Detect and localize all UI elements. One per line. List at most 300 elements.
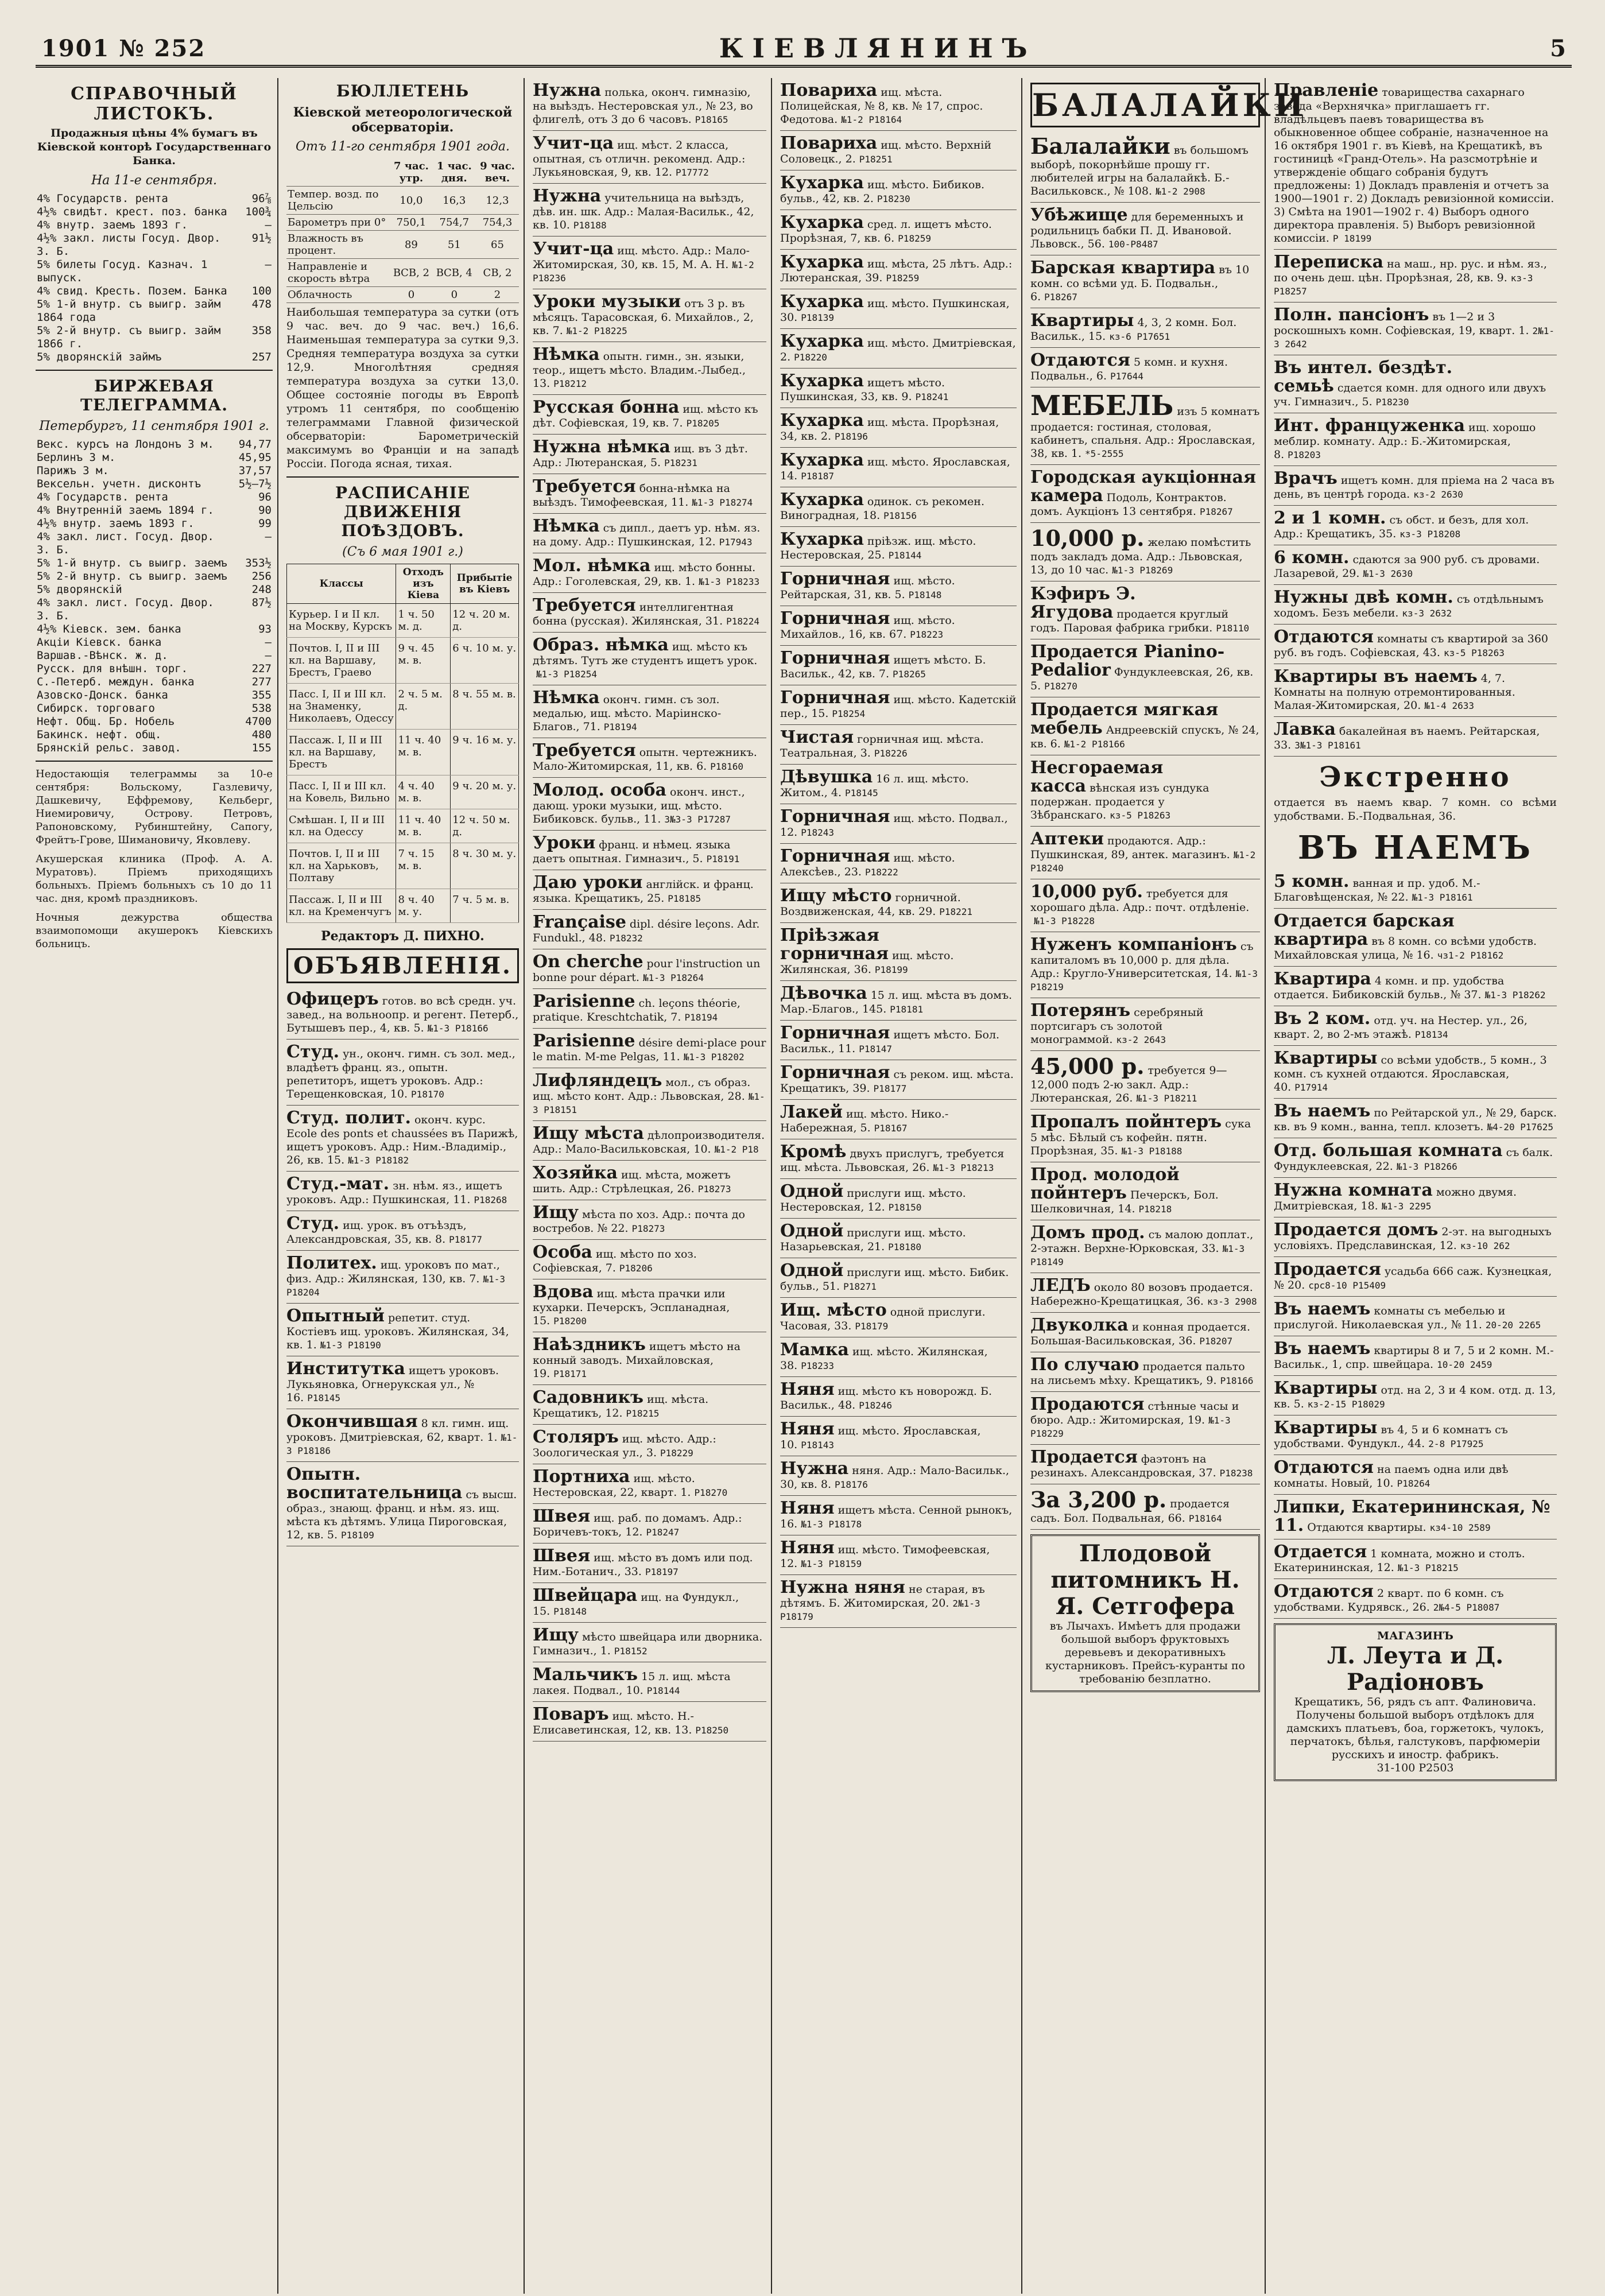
ad-code: кз-3 P18208 [1399,529,1461,540]
ad-text: ищ. мѣсто. Алексѣев., 23. [780,852,955,878]
ad-code: №1-3 P18166 [427,1023,489,1034]
ad-keyword: Лифляндецъ [533,1071,662,1091]
rate-row [36,557,273,570]
ad-text: Отдаются квартиры. [1307,1521,1426,1534]
ad-text: прислуги ищ. мѣсто. Нестеровская, 12. [780,1187,966,1213]
ad-keyword: Кухарка [780,173,864,193]
classified-ad [1030,581,1260,639]
ad-code: Р18187 [801,471,835,482]
classified-ad [780,1496,1017,1535]
ad-code: №1-3 P18182 [348,1155,409,1166]
ad-code: Р18177 [873,1083,907,1094]
classified-ad [780,1377,1017,1417]
ad-keyword: Домъ прод. [1030,1223,1145,1243]
weather-cell: Направленіе и скорость вѣтра [286,259,390,287]
classified-ad [1274,1099,1557,1138]
rate-name: 4% свид. Кресть. Позем. Банка [37,285,227,297]
classified-ad [533,435,766,474]
ad-text: сред. л. ищетъ мѣсто. Прорѣзная, 7, кв. 6. [780,218,992,245]
ad-keyword: Политех. [286,1253,377,1273]
rate-name: Нефт. Общ. Бр. Нобель [37,715,175,728]
ad-text: 2-эт. на выгодныхъ условіяхъ. Предславинская, 12. [1274,1225,1552,1252]
classified-ad [780,210,1017,250]
ad-keyword: Няня [780,1419,835,1439]
weather-row [286,215,519,231]
ad-code: Р18241 [915,391,949,402]
rate-name: Русск. для внѣшн. торг. [37,662,188,675]
train-header-cell: Отходъ изъ Кіева [396,564,451,604]
train-schedule-table [286,564,519,923]
weather-header-cell: 7 час. утр. [390,158,432,187]
rate-name: 5% дворянскій займъ [37,351,162,363]
classified-ad [780,1219,1017,1258]
classified-ad [533,342,766,395]
ad-text: ищ. мѣст. 2 класса, опытная, съ отличн. рекоменд. Адр.: Лукьяновская, 9, кв. 12. [533,139,746,179]
ad-keyword: Опытный [286,1306,385,1326]
classified-ad [533,831,766,870]
ad-keyword: Требуется [533,595,636,615]
ad-text: стѣнные часы и бюро. Адр.: Житомирская, 19. [1030,1400,1239,1426]
ad-text: квартиры 8 и 7, 5 и 2 комн. М.-Васильк., 1, спр. швейцара. [1274,1344,1554,1371]
ad-code: кз-2 2643 [1116,1034,1166,1045]
newspaper-title: КІЕВЛЯНИНЪ [719,33,1037,64]
ad-text: ищ. мѣсто. Михайлов., 16, кв. 67. [780,614,955,641]
rate-name: 4½% внутр. заемъ 1893 г. [37,517,195,530]
train-cell: 1 ч. 50 м. д. [396,604,451,638]
classified-ad [1274,1415,1557,1455]
train-header-cell: Классы [287,564,396,604]
ad-keyword: Молод. особа [533,780,666,800]
ad-text: серебряный портсигаръ съ золотой монограммой. [1030,1006,1204,1046]
weather-cell: 754,7 [433,215,476,231]
ad-text: 8 кл. гимн. ищ. уроковъ. Дмитріевская, 62, кварт. 1. [286,1417,509,1444]
train-cell: Пассаж. I, II и III кл. на Кременчугъ [287,889,396,923]
train-cell: 7 ч. 5 м. в. [451,889,519,923]
ad-code: Р18179 [855,1321,889,1332]
rate-value: — [265,258,272,271]
ad-code: кз-10 262 [1460,1240,1510,1251]
ad-keyword: Одной [780,1261,844,1281]
ad-text: ищ. мѣсто къ дѣтямъ. Тутъ же студентъ ищетъ урок. [533,641,758,667]
ad-code: Р18167 [874,1123,908,1134]
ad-keyword: Опытн. воспитательница [286,1464,463,1503]
ad-text: ищетъ уроковъ. Лукьяновка, Огнерукская ул., № 16. [286,1364,499,1404]
store-code: 31-100 P2503 [1377,1762,1454,1774]
train-cell: 7 ч. 15 м. в. [396,843,451,889]
classified-ad [1030,131,1260,203]
classified-ad [780,1139,1017,1179]
ad-code: Р18194 [684,1012,718,1023]
ad-text: горничной. Воздвиженская, 44, кв. 29. [780,891,961,918]
classified-ad [1030,755,1260,827]
train-row [287,843,519,889]
ad-text: зн. нѣм. яз., ищетъ уроковъ. Адр.: Пушкинская, 11. [286,1180,502,1206]
ad-keyword: Нужна [780,1459,849,1479]
classified-ad [1274,1138,1557,1178]
column-ads-housing [1274,78,1561,2294]
rate-row [36,636,273,649]
ad-keyword: Нѣмка [533,516,600,536]
train-row [287,730,519,775]
classified-ad [780,1298,1017,1337]
classified-ad [1274,506,1557,545]
ad-text: можно двумя. Дмитріевская, 18. [1274,1186,1517,1212]
ad-code: Р18145 [845,788,878,798]
ad-keyword: Студ. полит. [286,1108,411,1128]
ad-keyword: Кухарка [780,331,864,351]
classified-ad [533,236,766,289]
classified-ad [780,923,1017,981]
ad-text: съ балк. Фундуклеевская, 22. [1274,1146,1553,1173]
classified-ad [780,765,1017,804]
ad-text: ищ. мѣсто. Н.-Елисаветинская, 12, кв. 13. [533,1710,694,1736]
ad-code: Р18152 [614,1646,648,1657]
ad-text: ищ. мѣсто. Бибиков. бульв., 42, кв. 2. [780,179,984,205]
classified-ad [780,289,1017,329]
weather-cell: 754,3 [476,215,519,231]
classified-ad [533,870,766,910]
train-cell: Почтов. I, II и III кл. на Харьковъ, Полтаву [287,843,396,889]
classified-ad [533,685,766,738]
classified-ad [1274,1297,1557,1336]
store-title: Л. Леута и Д. Радіоновъ [1327,1642,1504,1696]
weather-cell: 10,0 [390,187,432,215]
ad-keyword: Квартиры [1274,1048,1378,1068]
ad-keyword: Горничная [780,846,890,866]
weather-row [286,187,519,215]
ad-keyword: По случаю [1030,1355,1139,1375]
ad-code: кз-3 2632 [1402,608,1452,619]
classified-ad [1274,1257,1557,1297]
ad-keyword: Кухарка [780,292,864,312]
ad-code: Р18156 [883,510,917,521]
ad-keyword: Швея [533,1506,591,1526]
ad-text: съ реком. ищ. мѣста. Крещатикъ, 39. [780,1068,1014,1095]
weather-cell: 750,1 [390,215,432,231]
classified-ad [286,1409,519,1462]
ad-keyword: Квартиры [1030,311,1134,331]
ad-keyword: Столяръ [533,1427,619,1447]
ad-text: ищ. мѣсто. Нестеровская, 22, кварт. 1. [533,1472,695,1499]
ad-keyword: Въ наемъ [1274,1299,1371,1319]
rate-row [36,662,273,676]
train-cell: 8 ч. 55 м. в. [451,684,519,730]
rate-value: — [265,530,272,543]
ad-text: ищ. мѣста, можетъ шить. Адр.: Стрѣлецкая, 26. [533,1169,731,1195]
ad-keyword: Образ. нѣмка [533,635,669,655]
rate-value: 100 [251,285,272,297]
ad-text: ищ. мѣста. Полицейская, № 8, кв. № 17, спрос. Федотова. [780,86,983,126]
classified-ad [533,1240,766,1279]
weather-cell: Барометръ при 0° [286,215,390,231]
ad-text: требуется для хорошаго дѣла. Адр.: почт. отдѣленіе. [1030,887,1250,914]
classified-ad [780,527,1017,567]
classified-ad [533,395,766,435]
ad-text: ищ. на Фундукл., 15. [533,1591,739,1618]
column-ads-servants [780,78,1022,2294]
duty-notice: Ночныя дежурства общества взаимопомощи акушерокъ Кіевскихъ больницъ. [36,912,273,950]
ad-text: ищ. въ 3 дѣт. Адр.: Лютеранская, 5. [533,443,748,469]
ad-code: Р18196 [835,431,868,442]
stock-telegram-title: БИРЖЕВАЯ ТЕЛЕГРАММА. [80,377,228,414]
rate-value: 90 [258,504,272,517]
classified-ad [533,184,766,236]
ad-keyword: Пропалъ пойнтеръ [1030,1112,1222,1132]
ads-list [286,987,519,1546]
ad-code: Р18197 [645,1566,679,1577]
ad-code: №1-2 2908 [1155,186,1205,197]
ad-code: Р18148 [908,589,942,600]
classified-ad [780,1179,1017,1219]
rate-name: С.-Петерб. междун. банка [37,676,195,688]
ad-keyword: On cherche [533,952,643,972]
rate-name: 5% 2-й внутр. съ выигр. займ 1866 г. [37,324,221,350]
classified-ad [533,1029,766,1068]
classified-ad [1030,1392,1260,1445]
classified-ad [780,487,1017,527]
ad-keyword: Даю уроки [533,872,643,893]
ad-keyword: Вдова [533,1282,594,1302]
classified-ad [533,1121,766,1161]
ad-text: товарищества сахарнаго завода «Верхнячка» приглашаетъ гг. владѣльцевъ паевъ товарищества въ обыкновенное общее собраніе, назначенное на 16 октября 1901 г. въ Кіевѣ, на Крещатикѣ, въ гостиницѣ «Гранд-Отель». На разсмотрѣніе и утвержденіе общаго собранія будутъ предложены: 1) Докладъ правленія и отчетъ за 1900—1901 г. 2) Докладъ ревизіонной комиссіи. 3) Смѣта на 1901—1902 г. 4) Выборъ одного директора правленія. 5) Выборъ ревизіонной комиссіи. [1274,86,1554,245]
ad-code: Р 18199 [1332,233,1372,244]
rate-row [36,285,273,298]
train-cell: Пасс. I, II и III кл. на Знаменку, Николаевъ, Одессу [287,684,396,730]
ad-text: для беременныхъ и родильницъ бабки П. Д. Ивановой. Львовск., 56. [1030,211,1244,250]
ad-keyword: 10,000 р. [1030,525,1145,551]
ad-text: продается садъ. Бол. Подвальная, 66. [1030,1498,1230,1525]
ad-text: продается пальто на лисьемъ мѣху. Крещатикъ, 9. [1030,1360,1245,1387]
weather-header-row [286,158,519,187]
rate-value: 277 [251,676,272,688]
ad-text: 5 комн. и кухня. Подвальн., 6. [1030,356,1228,382]
classified-ad [1274,250,1557,302]
rate-name: 4% закл. лист. Госуд. Двор. З. Б. [37,596,214,622]
ad-code: 2№1-3 P18179 [780,1598,980,1622]
ad-code: Р18250 [695,1725,729,1736]
ad-keyword: Переписка [1274,252,1384,272]
rate-value: 480 [251,728,272,741]
weather-row [286,287,519,303]
ad-code: №1-3 P18229 [1030,1415,1231,1439]
ad-keyword: Одной [780,1221,844,1241]
ad-keyword: Повариха [780,133,878,153]
rate-row [36,570,273,583]
train-header-cell: Прибытіе въ Кіевъ [451,564,519,604]
ad-keyword: Ищу мѣста [533,1123,644,1143]
classified-ad [780,408,1017,448]
classified-ad [533,738,766,778]
ad-text: опытн. чертежникъ. Мало-Житомирская, 11, кв. 6. [533,746,757,773]
train-row [287,684,519,730]
classified-ad [780,1575,1017,1628]
ad-code: №4-20 P17625 [1487,1122,1554,1133]
ad-text: желаю помѣстить подъ закладъ дома. Адр.: Львовская, 13, до 10 час. [1030,536,1251,576]
classified-ad [1030,879,1260,932]
ad-keyword: Горничная [780,688,890,708]
ad-text: прислуги ищ. мѣсто. Назарьевская, 21. [780,1227,966,1253]
weather-cell: Влажность въ процент. [286,231,390,259]
train-cell: 12 ч. 20 м. д. [451,604,519,638]
ad-code: Р18177 [449,1234,482,1245]
rate-name: 4½% свидѣт. крест. поз. банка [37,205,227,218]
rate-value: 248 [251,583,272,596]
ad-text: комнаты съ квартирой за 360 руб. въ годъ. Софіевская, 43. [1274,633,1548,659]
ad-text: Фундуклеевская, 26, кв. 5. [1030,666,1254,692]
ad-keyword: Институтка [286,1359,405,1379]
rate-name: 5% 1-й внутр. съ выигр. займ 1864 года [37,298,221,324]
train-cell: 8 ч. 30 м. у. [451,843,519,889]
ad-text: отд. уч. на Нестер. ул., 26, кварт. 2, во 2-мъ этажѣ. [1274,1014,1528,1041]
classified-ad [1274,625,1557,664]
ad-code: Р18218 [1138,1204,1172,1215]
classified-ad [533,514,766,553]
classified-ad [533,910,766,949]
ad-code: №1-3 2630 [1363,568,1413,579]
weather-header-cell: 1 час. дня. [433,158,476,187]
rate-name: 4½% Кіевск. зем. банка [37,623,181,635]
classified-ad [1274,1217,1557,1257]
ad-code: Р18143 [801,1440,835,1450]
classified-ad [1274,1376,1557,1415]
train-row [287,775,519,809]
rate-name: Парижъ 3 м. [37,464,109,477]
rate-name: 5% 2-й внутр. съ выигр. заемъ [37,570,227,583]
ad-keyword: Продается Pianino-Pedalior [1030,642,1225,680]
rate-value: 45,95 [238,451,272,464]
ad-text: ванная и пр. удоб. М.-Благовѣщенская, № 22. [1274,877,1480,903]
rate-name: Азовско-Донск. банка [37,689,168,701]
ad-keyword: МЕБЕЛЬ [1030,390,1174,422]
classified-ad [780,448,1017,487]
classified-ad [780,606,1017,646]
stock-telegram-date: Петербургъ, 11 сентября 1901 г. [39,419,269,433]
ad-code: Р18230 [1375,397,1409,408]
ad-keyword: Продается мягкая мебель [1030,700,1219,738]
weather-row [286,231,519,259]
classified-ad [286,1356,519,1409]
ad-text: ищ. мѣсто къ новорожд. Б. Васильк., 48. [780,1385,993,1411]
ad-keyword: Нуженъ компаніонъ [1030,934,1237,955]
rate-row [36,742,273,755]
ad-keyword: Квартиры въ наемъ [1274,666,1478,687]
ad-code: №1-2 P18236 [533,259,754,284]
ad-text: ищетъ мѣсто. Пушкинская, 33, кв. 9. [780,377,945,403]
ad-keyword: Няня [780,1498,835,1518]
classified-ad [533,1200,766,1240]
ad-text: Андреевскій спускъ, № 24, кв. 6. [1030,724,1259,750]
ad-text: одной прислуги. Часовая, 33. [780,1306,986,1332]
train-cell: 9 ч. 45 м. в. [396,638,451,684]
classified-ad [533,949,766,989]
train-row [287,604,519,638]
ad-keyword: Студ. [286,1213,340,1234]
rate-name: Сибирск. торговаго [37,702,155,715]
ad-code: Р18268 [474,1194,507,1205]
classified-ad [780,725,1017,765]
ad-keyword: Офицеръ [286,989,379,1009]
ad-text: на маш., нр. рус. и нѣм. яз., по очень деш. цѣн. Прорѣзная, 28, кв. 9. [1274,258,1548,284]
rate-value: — [265,636,272,649]
ad-code: №1-3 P18262 [1484,990,1546,1000]
ad-text: съ отдѣльнымъ ходомъ. Безъ мебели. [1274,593,1544,619]
classified-ad [1274,1539,1557,1579]
classified-ad [533,1543,766,1583]
rate-row [36,504,273,517]
ad-keyword: Отдаются [1274,1457,1374,1477]
weather-cell: 0 [390,287,432,303]
ad-code: Р17943 [719,537,753,548]
ad-keyword: Полн. пансіонъ [1274,305,1429,325]
bulletin-subtitle: Кіевской метеорологической обсерваторіи. [293,105,513,135]
ad-keyword: Кухарка [780,490,864,510]
stock-rates-table [36,438,273,755]
classified-ad [533,1662,766,1702]
rate-value: 87½ [251,596,272,609]
ad-keyword: Горничная [780,1062,890,1083]
classified-ad [780,685,1017,725]
ad-keyword: Чистая [780,727,854,747]
rate-row [36,351,273,364]
ad-code: кз-5 P18263 [1110,810,1171,821]
rate-value: 99 [258,517,272,530]
ad-text: отд. на 2, 3 и 4 ком. отд. д. 13, кв. 5. [1274,1384,1556,1410]
ad-text: въ большомъ выборѣ, покорнѣйше прошу гг. любителей игры на балалайкѣ. Б.-Васильковск., № 108. [1030,144,1249,197]
ad-text: ищ. мѣсто. Пушкинская, 30. [780,297,1010,324]
ad-code: №1-4 2633 [1424,700,1474,711]
ad-keyword: Липки, Екатерининская, № 11. [1274,1497,1550,1535]
ad-keyword: Мамка [780,1340,849,1360]
ad-text: въ 8 комн. со всѣми удобств. Михайловская улица, № 16. [1274,935,1537,961]
train-cell: 6 ч. 10 м. у. [451,638,519,684]
ad-text: и конная продается. Большая-Васильковская, 36. [1030,1321,1251,1347]
ad-code: №1-3 P18215 [1397,1562,1459,1573]
classified-ad [780,844,1017,883]
ad-code: Р18194 [603,722,637,732]
weather-table [286,158,519,303]
ad-code: Р18170 [411,1089,444,1100]
ad-text: ищ. мѣсто по хоз. Софіевская, 7. [533,1248,697,1274]
classified-ad [533,1583,766,1623]
ad-text: одинок. съ рекомен. Виноградная, 18. [780,495,984,522]
ad-code: кз-3 2908 [1207,1296,1257,1307]
classified-ad [780,1417,1017,1456]
train-cell: 12 ч. 50 м. д. [451,809,519,843]
ad-keyword: Отдаются [1274,627,1374,647]
classified-ad [780,329,1017,369]
train-cell: 4 ч. 40 м. в. [396,775,451,809]
rate-value: 5½—7½ [238,478,272,490]
ad-code: Р18207 [1199,1336,1233,1347]
rate-row [36,491,273,504]
ad-code: Р18264 [1397,1478,1430,1489]
ad-code: Р18206 [619,1263,653,1274]
ad-code: кз4-10 2589 [1429,1522,1491,1533]
ad-text: ищ. мѣсто. Адр.: Зоологическая ул., 3. [533,1433,716,1459]
ad-code: Р18265 [893,669,926,680]
ad-text: ищ. мѣсто. Ярославская, 14. [780,456,1010,482]
ad-code: №1-3 P18264 [642,972,704,983]
ad-code: кз-2-15 P18029 [1307,1399,1385,1410]
classified-ad [1030,1445,1260,1484]
ad-keyword: Нужна комната [1274,1180,1433,1200]
classified-ad [1030,387,1260,465]
ad-keyword: Мол. нѣмка [533,556,651,576]
classified-ad [533,1623,766,1662]
classified-ad [286,1251,519,1304]
classified-ad [1274,1579,1557,1619]
ad-keyword: Квартиры [1274,1378,1378,1398]
